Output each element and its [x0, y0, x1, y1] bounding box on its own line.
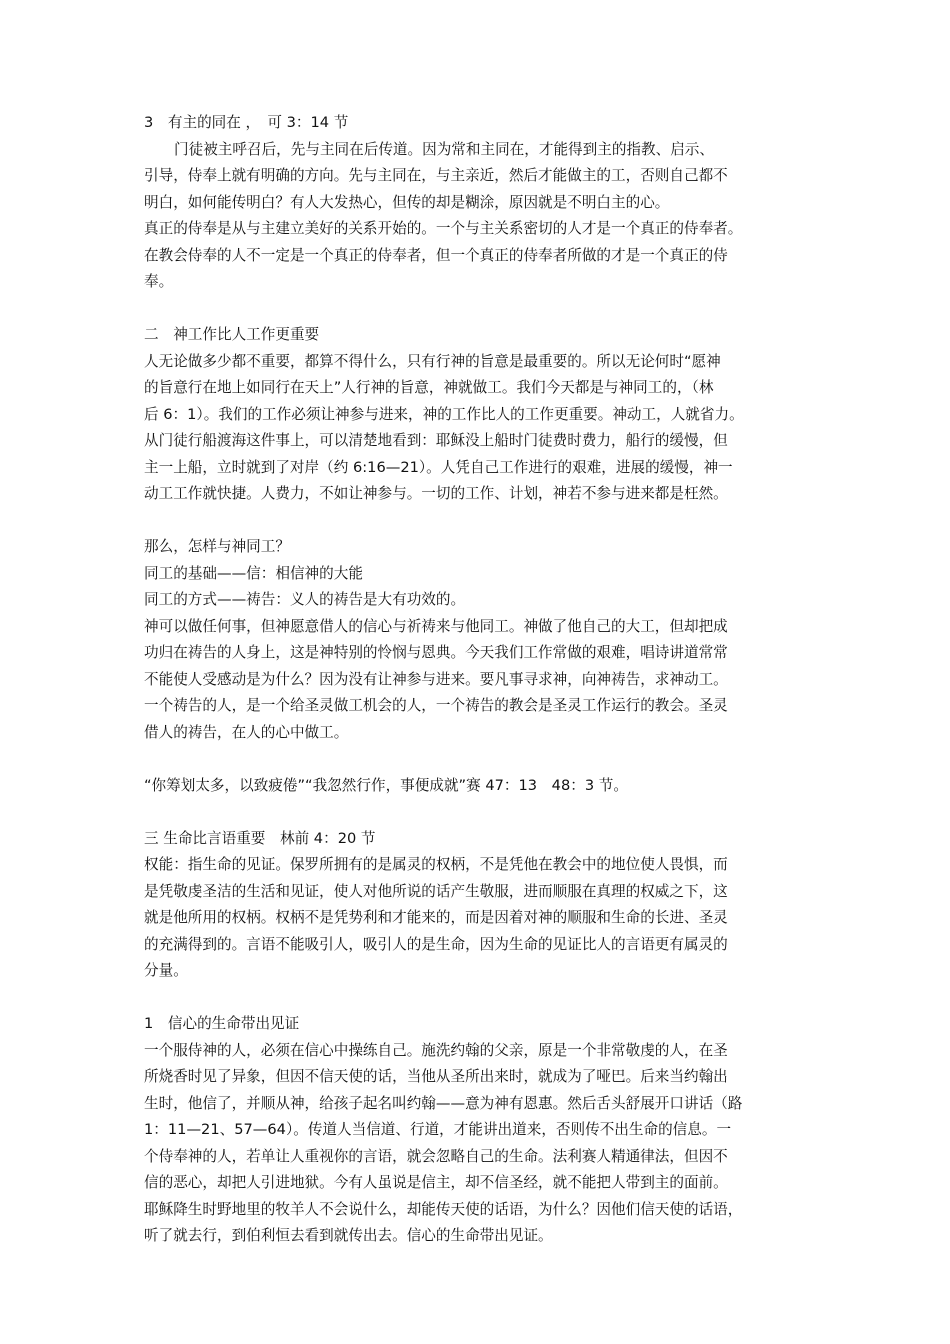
text-line: 同工的基础——信：相信神的大能: [144, 564, 363, 582]
text-line: 三 生命比言语重要 林前 4：20 节: [144, 829, 376, 847]
text-line: 奉。: [144, 273, 174, 290]
text-line: 分量。: [144, 962, 188, 979]
text-line: 神可以做任何事，但神愿意借人的信心与祈祷来与他同工。神做了他自己的大工，但却把成: [144, 617, 728, 635]
text-line: 耶稣降生时野地里的牧羊人不会说什么，却能传天使的话语，为什么？因他们信天使的话语，: [144, 1200, 743, 1218]
text-line: 1：11—21、57—64）。传道人当信道、行道，才能讲出道来，否则传不出生命的信息。一: [144, 1121, 732, 1138]
text-line: 就是他所用的权柄。权柄不是凭势利和才能来的，而是因着对神的顺服和生命的长进、圣灵: [144, 909, 728, 926]
text-line: 借人的祷告，在人的心中做工。: [144, 723, 349, 741]
text-line: 从门徒行船渡海这件事上，可以清楚地看到：耶稣没上船时门徒费时费力，船行的缓慢，但: [144, 432, 728, 449]
text-line: 3 有主的同在 ， 可 3：14 节: [144, 114, 349, 131]
text-line: 一个祷告的人，是一个给圣灵做工机会的人，一个祷告的教会是圣灵工作运行的教会。圣灵: [144, 697, 728, 714]
text-line: 二 神工作比人工作更重要: [144, 326, 320, 343]
text-line: 的充满得到的。言语不能吸引人，吸引人的是生命，因为生命的见证比人的言语更有属灵的: [144, 935, 728, 953]
text-line: 生时，他信了，并顺从神，给孩子起名叫约翰——意为神有恩惠。然后舌头舒展开口讲话（路: [144, 1094, 743, 1112]
text-line: 明白，如何能传明白？有人大发热心，但传的却是糊涂，原因就是不明白主的心。: [144, 193, 670, 211]
text-line: 1 信心的生命带出见证: [144, 1015, 300, 1032]
text-line: 引导，侍奉上就有明确的方向。先与主同在，与主亲近，然后才能做主的工，否则自己都不: [144, 167, 728, 184]
text-line: 真正的侍奉是从与主建立美好的关系开始的。一个与主关系密切的人才是一个真正的侍奉者。: [144, 220, 743, 237]
text-line: 同工的方式——祷告：义人的祷告是大有功效的。: [144, 591, 466, 608]
text-line: 门徒被主呼召后，先与主同在后传道。因为常和主同在，才能得到主的指教、启示、: [174, 140, 714, 158]
text-line: 动工工作就快捷。人费力，不如让神参与。一切的工作、计划，神若不参与进来都是枉然。: [144, 485, 728, 502]
text-line: 所烧香时见了异象，但因不信天使的话，当他从圣所出来时，就成为了哑巴。后来当约翰出: [144, 1068, 728, 1085]
text-line: 权能：指生命的见证。保罗所拥有的是属灵的权柄，不是凭他在教会中的地位使人畏惧，而: [144, 856, 728, 873]
text-line: 人无论做多少都不重要，都算不得什么，只有行神的旨意是最重要的。所以无论何时“愿神: [144, 352, 721, 370]
text-line: “你筹划太多，以致疲倦”“我忽然行作，事便成就”赛 47：13 48：3 节。: [144, 776, 628, 794]
text-line: 听了就去行，到伯利恒去看到就传出去。信心的生命带出见证。: [144, 1227, 553, 1244]
text-line: 不能使人受感动是为什么？因为没有让神参与进来。要凡事寻求神，向神祷告，求神动工。: [144, 670, 728, 688]
text-line: 是凭敬虔圣洁的生活和见证，使人对他所说的话产生敬服，进而顺服在真理的权威之下，这: [144, 882, 728, 900]
text-line: 个侍奉神的人，若单让人重视你的言语，就会忽略自己的生命。法利赛人精通律法，但因不: [144, 1147, 728, 1165]
text-line: 那么，怎样与神同工？: [144, 538, 290, 555]
text-line: 一个服侍神的人，必须在信心中操练自己。施洗约翰的父亲，原是一个非常敬虔的人，在圣: [144, 1041, 728, 1059]
blank-line: [144, 296, 810, 323]
text-line: 后 6：1）。我们的工作必须让神参与进来，神的工作比人的工作更重要。神动工，人就省力。: [144, 405, 744, 423]
blank-line: [144, 799, 810, 826]
text-line: 在教会侍奉的人不一定是一个真正的侍奉者，但一个真正的侍奉者所做的才是一个真正的侍: [144, 246, 728, 264]
blank-line: [144, 508, 810, 535]
blank-line: [144, 985, 810, 1012]
text-line: 主一上船，立时就到了对岸（约 6:16—21）。人凭自己工作进行的艰难，进展的缓慢，神一: [144, 458, 733, 476]
document-page: [144, 110, 810, 1250]
text-line: 的旨意行在地上如同行在天上”人行神的旨意，神就做工。我们今天都是与神同工的，（林: [144, 379, 714, 396]
text-line: 信的恶心，却把人引进地狱。今有人虽说是信主，却不信圣经，就不能把人带到主的面前。: [144, 1174, 728, 1191]
text-line: 功归在祷告的人身上，这是神特别的怜悯与恩典。今天我们工作常做的艰难，唱诗讲道常常: [144, 644, 728, 661]
blank-line: [144, 746, 810, 773]
